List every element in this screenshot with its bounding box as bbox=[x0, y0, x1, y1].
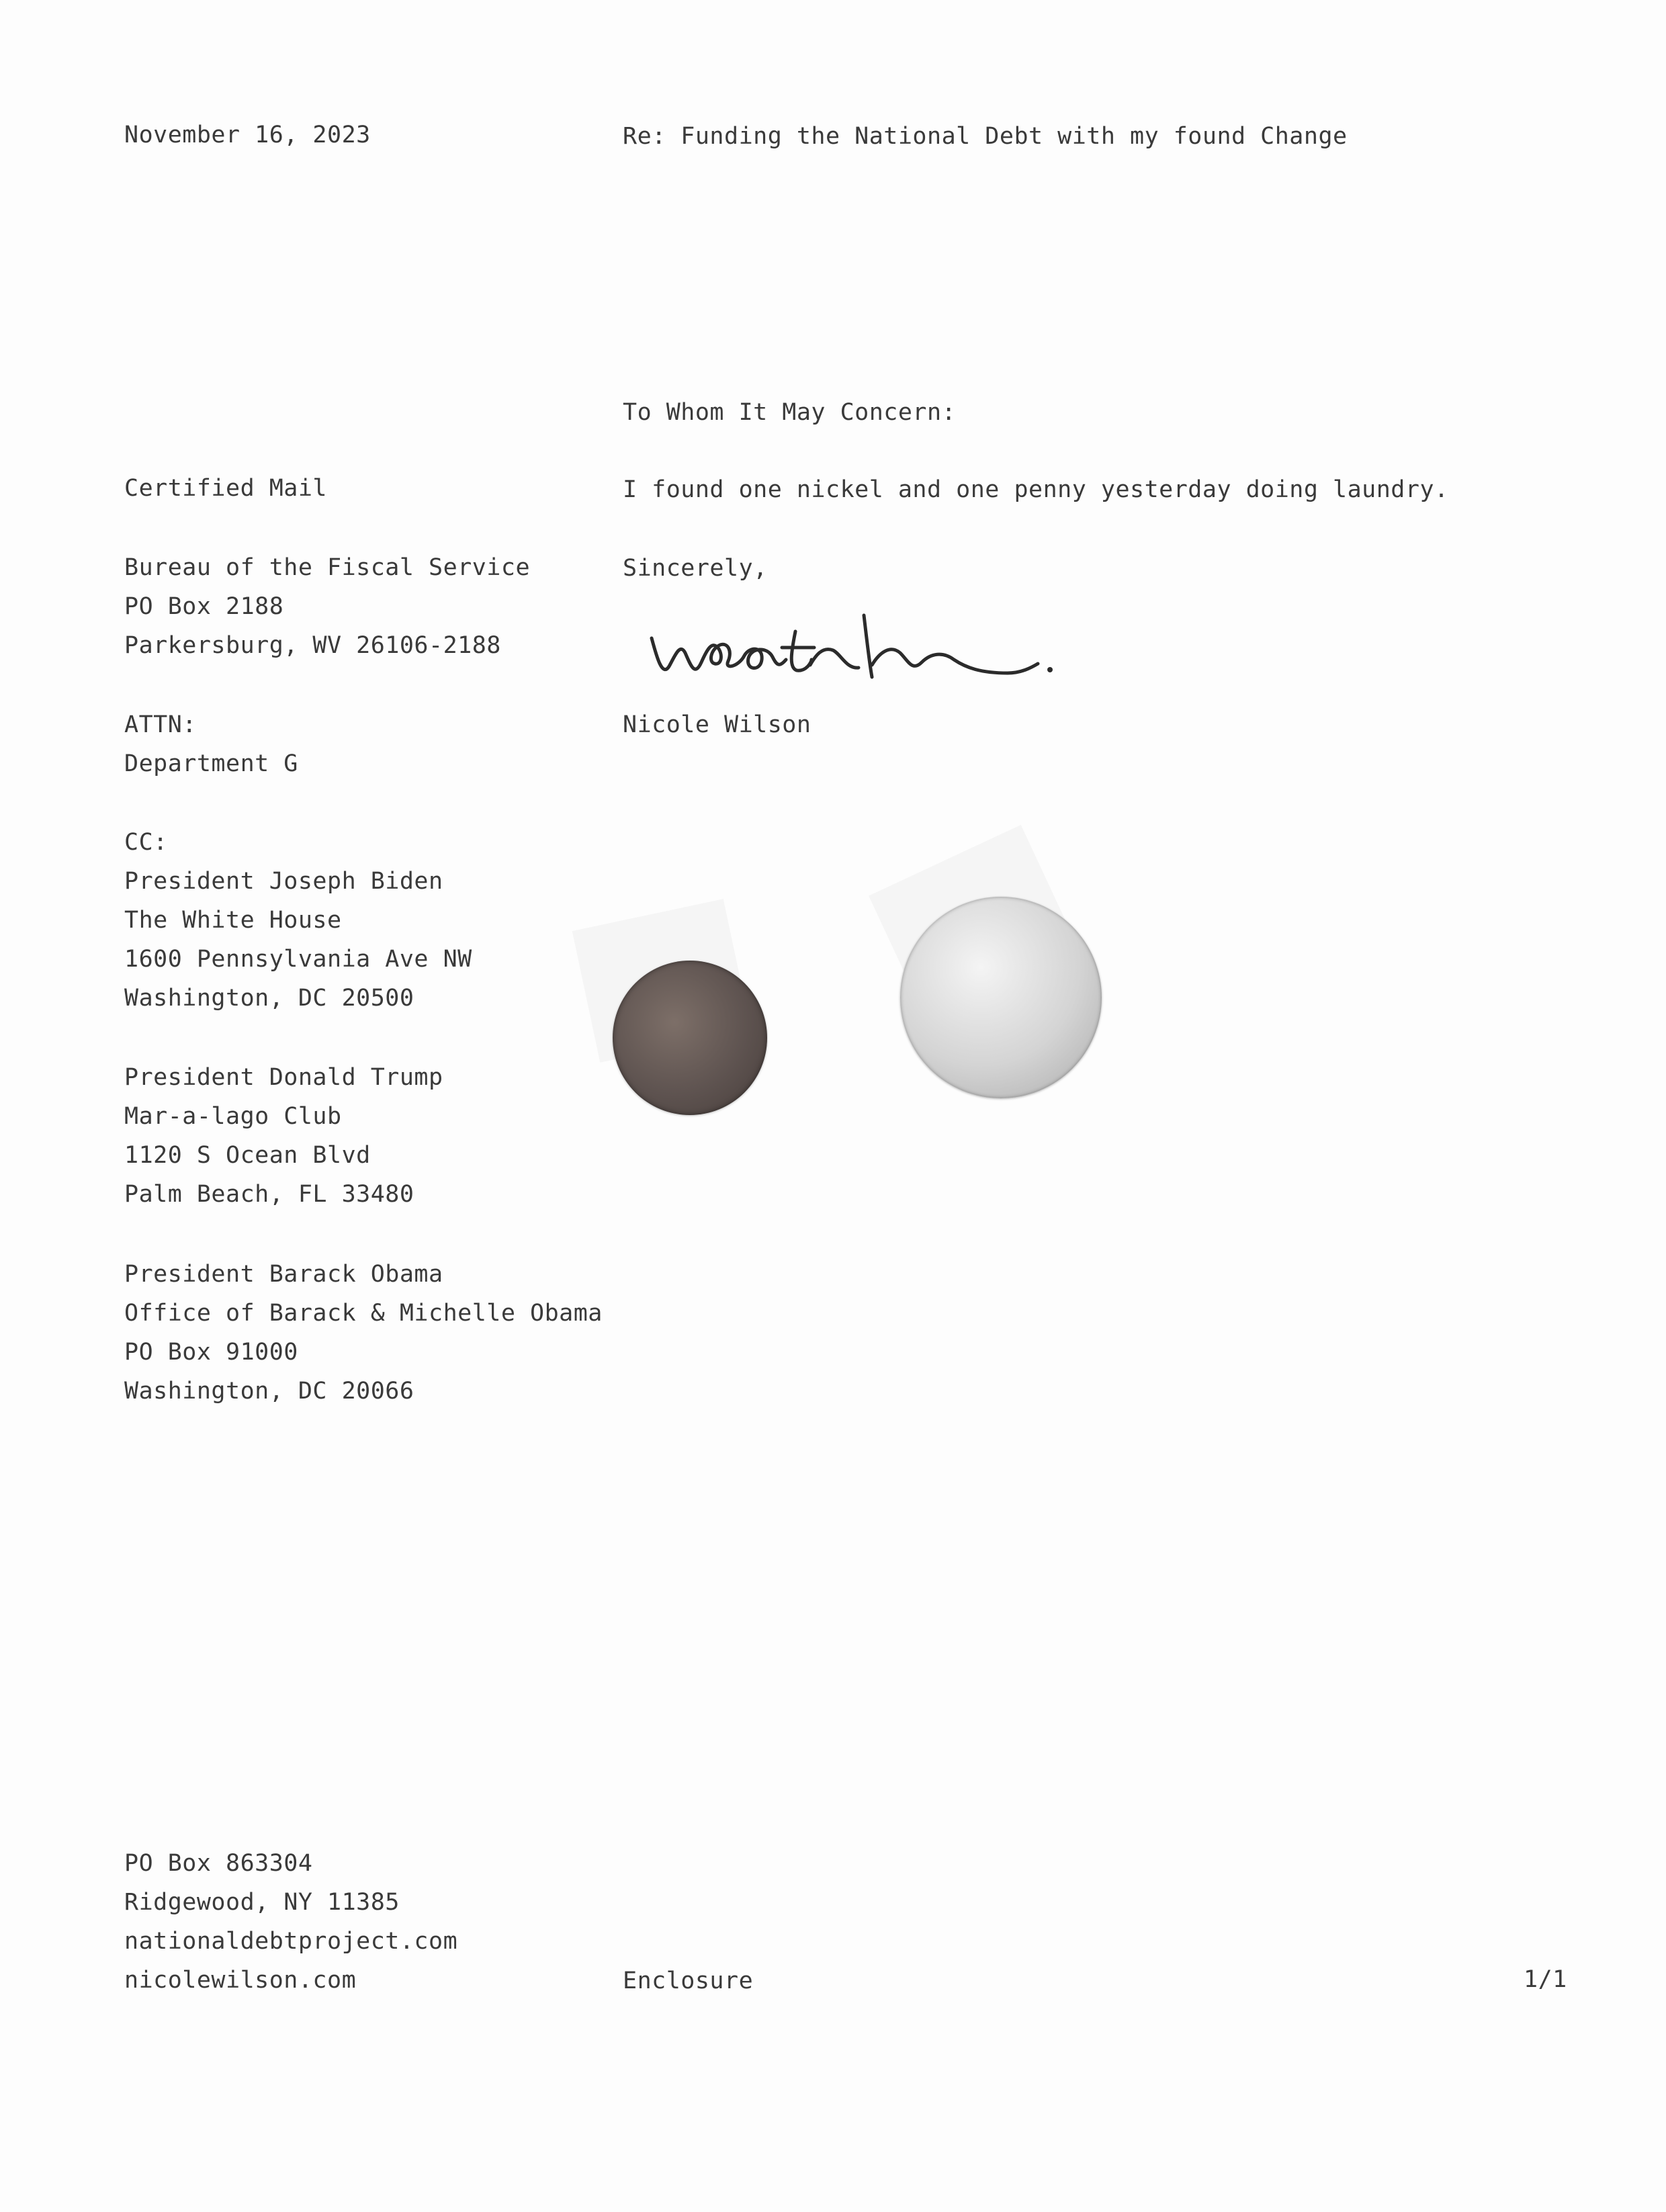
cc-address-line: The White House bbox=[124, 907, 342, 934]
sender-website: nicolewilson.com bbox=[124, 1967, 357, 1994]
subject-line: Re: Funding the National Debt with my found Change bbox=[623, 123, 1348, 150]
cc-address-line: President Joseph Biden bbox=[124, 868, 443, 895]
sender-line: Ridgewood, NY 11385 bbox=[124, 1889, 400, 1916]
sender-website: nationaldebtproject.com bbox=[124, 1928, 458, 1955]
address-line: Parkersburg, WV 26106-2188 bbox=[124, 632, 501, 659]
address-line: PO Box 2188 bbox=[124, 593, 284, 620]
cc-address-line: 1120 S Ocean Blvd bbox=[124, 1142, 371, 1169]
cc-address-line: President Barack Obama bbox=[124, 1261, 443, 1288]
cc-address-line: Palm Beach, FL 33480 bbox=[124, 1181, 414, 1208]
cc-address-line: 1600 Pennsylvania Ave NW bbox=[124, 946, 472, 973]
nickel-coin bbox=[900, 897, 1102, 1098]
salutation: To Whom It May Concern: bbox=[623, 399, 957, 426]
primary-recipient-address bbox=[124, 548, 530, 665]
penny-coin bbox=[613, 961, 767, 1115]
letter-date: November 16, 2023 bbox=[124, 122, 371, 148]
enclosed-coins bbox=[564, 853, 1115, 1189]
cc-block bbox=[124, 823, 472, 1018]
handwritten-signature bbox=[645, 598, 1075, 699]
attn-label: ATTN: bbox=[124, 711, 197, 738]
signer-name: Nicole Wilson bbox=[623, 711, 812, 738]
cc-address-line: Washington, DC 20500 bbox=[124, 985, 414, 1012]
cc-label: CC: bbox=[124, 829, 168, 856]
letter-message: I found one nickel and one penny yesterday doing laundry. bbox=[623, 476, 1449, 503]
address-line: Bureau of the Fiscal Service bbox=[124, 554, 531, 581]
sender-line: PO Box 863304 bbox=[124, 1850, 313, 1877]
cc-recipient-trump bbox=[124, 1058, 443, 1214]
sender-address bbox=[124, 1844, 457, 2000]
enclosure-label: Enclosure bbox=[623, 1967, 754, 1994]
attn-department: Department G bbox=[124, 750, 298, 777]
page-number: 1/1 bbox=[1524, 1966, 1567, 1993]
cc-address-line: Washington, DC 20066 bbox=[124, 1378, 414, 1405]
cc-recipient-obama bbox=[124, 1255, 603, 1411]
mail-type: Certified Mail bbox=[124, 475, 328, 502]
cc-address-line: President Donald Trump bbox=[124, 1064, 443, 1091]
cc-address-line: PO Box 91000 bbox=[124, 1339, 298, 1366]
attention-block bbox=[124, 705, 298, 783]
cc-address-line: Office of Barack & Michelle Obama bbox=[124, 1300, 603, 1327]
cc-address-line: Mar-a-lago Club bbox=[124, 1103, 342, 1130]
closing: Sincerely, bbox=[623, 555, 768, 582]
